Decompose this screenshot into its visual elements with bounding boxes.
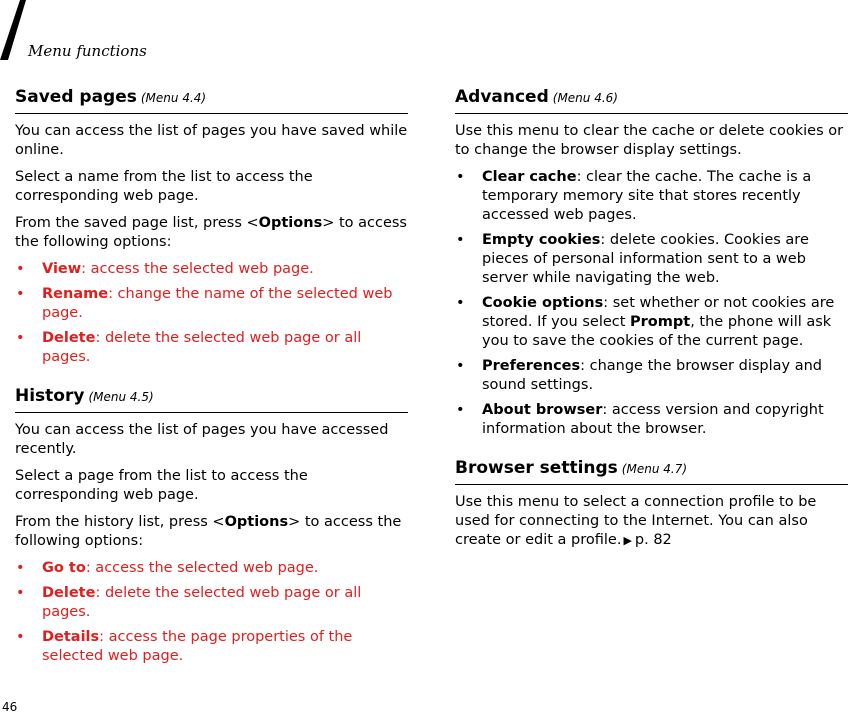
option-desc: : access version and copyright information about the browser. — [482, 402, 824, 437]
option-desc: : delete cookies. Cookies are pieces of personal information sent to a web server while navigating the web. — [482, 232, 809, 286]
bullet-icon: • — [456, 402, 465, 418]
saved-pages-menu-ref: (Menu 4.4) — [140, 91, 207, 105]
saved-pages-options-intro — [15, 214, 408, 252]
saved-pages-heading — [15, 86, 408, 114]
list-item — [455, 294, 848, 351]
history-options-post: > to access the following options: — [15, 514, 402, 549]
history-options-list — [15, 559, 408, 666]
option-term: Rename — [42, 286, 109, 302]
header-slash-decoration — [0, 0, 26, 60]
list-item — [15, 584, 408, 622]
list-item — [455, 401, 848, 439]
option-desc: : access the selected web page. — [81, 261, 314, 277]
option-desc: : clear the cache. The cache is a temporary memory site that stores recently accessed web pages. — [482, 169, 812, 223]
bullet-icon: • — [16, 330, 25, 346]
option-term: Cookie options — [482, 295, 604, 311]
advanced-menu-ref: (Menu 4.6) — [552, 91, 618, 105]
bullet-icon: • — [456, 169, 465, 185]
option-desc: : delete the selected web page or all pages. — [42, 585, 362, 620]
option-term: Delete — [42, 330, 96, 346]
option-term: Details — [42, 629, 100, 645]
option-term: Go to — [42, 560, 86, 576]
saved-pages-options-post: > to access the following options: — [15, 215, 407, 250]
history-heading — [15, 385, 408, 413]
history-menu-ref: (Menu 4.5) — [88, 390, 154, 404]
bullet-icon: • — [16, 629, 25, 645]
history-intro: You can access the list of pages you have accessed recently. — [15, 422, 389, 457]
option-desc: : access the selected web page. — [85, 560, 319, 576]
list-item — [455, 231, 848, 288]
browser-settings-title: Browser settings — [455, 458, 618, 478]
browser-settings-heading — [455, 457, 848, 485]
advanced-heading — [455, 86, 848, 114]
bullet-icon: • — [456, 232, 465, 248]
option-desc: : delete the selected web page or all pages. — [42, 330, 362, 365]
bullet-icon: • — [16, 585, 25, 601]
saved-pages-title: Saved pages — [15, 87, 137, 107]
left-column — [15, 86, 408, 674]
saved-pages-options-pre: From the saved page list, press < — [15, 215, 259, 231]
options-key: Options — [258, 215, 323, 231]
bullet-icon: • — [456, 358, 465, 374]
option-desc: : change the name of the selected web page. — [42, 286, 393, 321]
bullet-icon: • — [16, 560, 25, 576]
history-options-pre: From the history list, press < — [15, 514, 225, 530]
bullet-icon: • — [16, 286, 25, 302]
page-number: 46 — [2, 700, 18, 714]
advanced-options-list — [455, 168, 848, 439]
advanced-title: Advanced — [455, 87, 549, 107]
option-desc: : access the page properties of the selected web page. — [42, 629, 353, 664]
page-header-title: Menu functions — [28, 42, 147, 60]
browser-settings-text: Use this menu to select a connection profile to be used for connecting to the Internet. You can also create or edit a profile. — [455, 494, 817, 548]
list-item — [15, 329, 408, 367]
bullet-icon: • — [456, 295, 465, 311]
option-term: View — [42, 261, 82, 277]
history-select: Select a page from the list to access the corresponding web page. — [15, 468, 308, 503]
list-item — [15, 285, 408, 323]
browser-settings-intro — [455, 493, 848, 550]
page-reference: p. 82 — [634, 532, 672, 548]
option-term: Preferences — [482, 358, 581, 374]
history-title: History — [15, 386, 85, 406]
arrow-right-icon: ▶ — [623, 534, 632, 547]
advanced-intro: Use this menu to clear the cache or delete cookies or to change the browser display settings. — [455, 123, 844, 158]
option-term: Clear cache — [482, 169, 577, 185]
browser-settings-menu-ref: (Menu 4.7) — [621, 462, 688, 476]
option-term: Delete — [42, 585, 96, 601]
list-item — [15, 260, 408, 279]
bullet-icon: • — [16, 261, 25, 277]
list-item — [455, 357, 848, 395]
list-item — [455, 168, 848, 225]
option-desc: : change the browser display and sound settings. — [482, 358, 822, 393]
list-item — [15, 559, 408, 578]
option-term: Empty cookies — [482, 232, 601, 248]
saved-pages-select: Select a name from the list to access the corresponding web page. — [15, 169, 313, 204]
list-item — [15, 628, 408, 666]
right-column — [455, 86, 848, 558]
history-options-intro — [15, 513, 408, 551]
prompt-term: Prompt — [630, 314, 691, 330]
option-desc: : set whether or not cookies are stored. If you select — [482, 295, 835, 330]
saved-pages-options-list — [15, 260, 408, 367]
options-key: Options — [224, 514, 289, 530]
option-term: About browser — [482, 402, 603, 418]
option-desc-cont: , the phone will ask you to save the cookies of the current page. — [482, 314, 832, 349]
saved-pages-intro: You can access the list of pages you have saved while online. — [15, 123, 408, 158]
